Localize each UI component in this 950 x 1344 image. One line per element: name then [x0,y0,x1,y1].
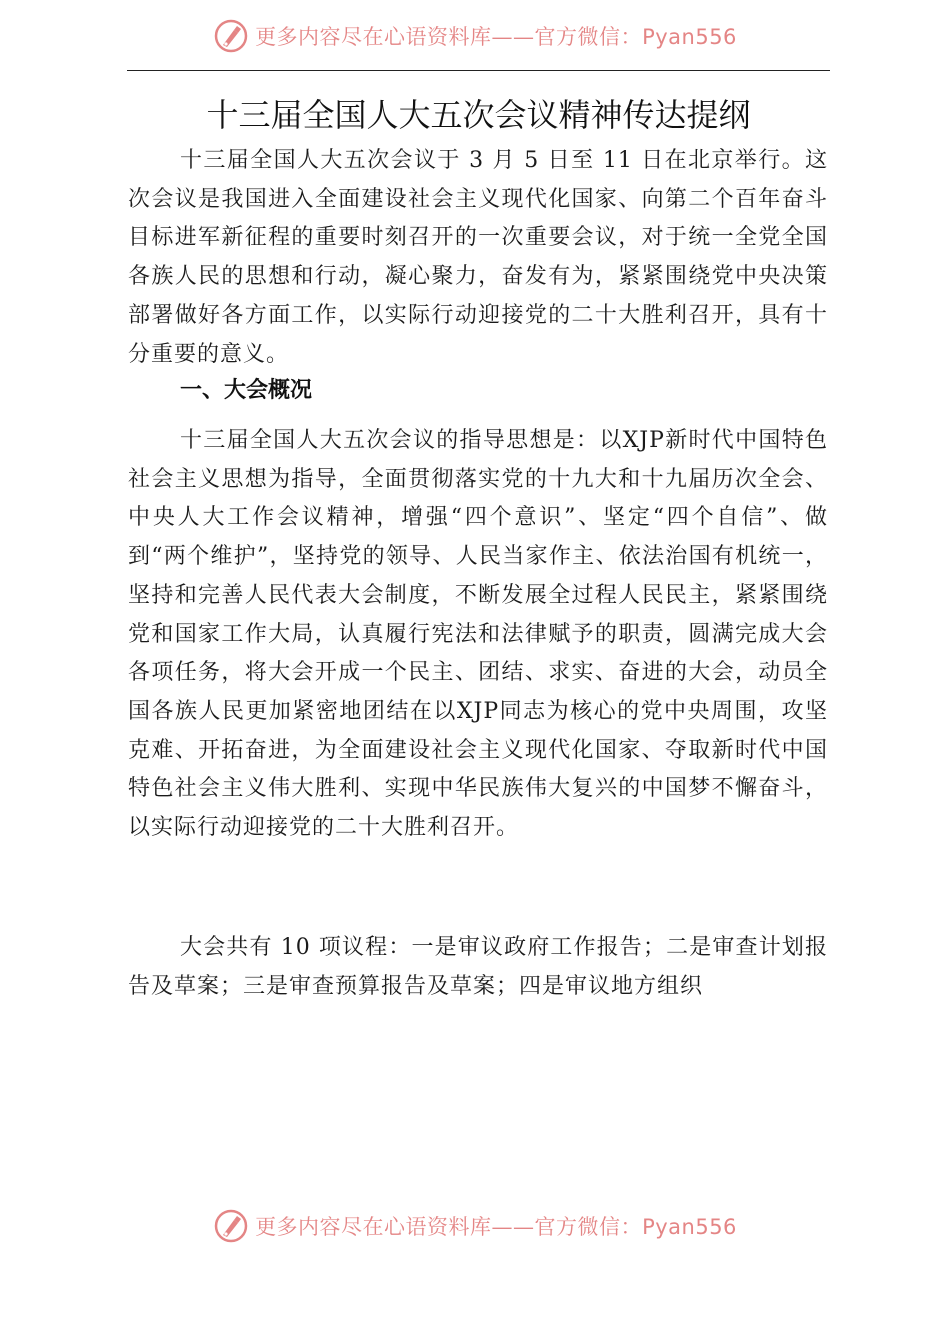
banner-content [213,1208,737,1244]
section-heading: 一、大会概况 [180,378,313,403]
fountain-pen-logo-icon [213,1208,249,1244]
banner-content [213,18,737,54]
banner-text [255,21,737,51]
document-title: 十三届全国人大五次会议精神传达提纲 [206,96,751,134]
fountain-pen-logo-icon [213,18,249,54]
intro-paragraph: 十三届全国人大五次会议于 3 月 5 日至 11 日在北京举行。这次会议是我国进入全面建设社会主义现代化国家、向第二个百年奋斗目标进军新征程的重要时刻召开的一次重要会议，对于统一全党全国各族人民的思想和行动，凝心聚力，奋发有为，紧紧围绕党中央决策部署做好各方面工作，以实际行动迎接党的二十大胜利召开，具有十分重要的意义。 [128,148,828,367]
header-rule [127,70,830,71]
top-banner [0,16,950,56]
banner-text [255,1211,737,1241]
banner-main-text: 更多内容尽在心语资料库——官方微信： [255,1215,643,1239]
banner-wechat-id: Pyan556 [642,25,737,49]
guiding-thought-paragraph: 十三届全国人大五次会议的指导思想是：以XJP新时代中国特色社会主义思想为指导，全面贯彻落实党的十九大和十九届历次全会、中央人大工作会议精神，增强“四个意识”、坚定“四个自信”、做到“两个维护”，坚持党的领导、人民当家作主、依法治国有机统一，坚持和完善人民代表大会制度，不断发展全过程人民民主，紧紧围绕党和国家工作大局，认真履行宪法和法律赋予的职责，圆满完成大会各项任务，将大会开成一个民主、团结、求实、奋进的大会，动员全国各族人民更加紧密地团结在以XJP同志为核心的党中央周围，攻坚克难、开拓奋进，为全面建设社会主义现代化国家、夺取新时代中国特色社会主义伟大胜利、实现中华民族伟大复兴的中国梦不懈奋斗，以实际行动迎接党的二十大胜利召开。 [128,428,828,841]
banner-main-text: 更多内容尽在心语资料库——官方微信： [255,25,643,49]
bottom-banner [0,1206,950,1246]
banner-wechat-id: Pyan556 [642,1215,737,1239]
agenda-paragraph: 大会共有 10 项议程：一是审议政府工作报告；二是审查计划报告及草案；三是审查预算报告及草案；四是审议地方组织 [128,935,828,999]
